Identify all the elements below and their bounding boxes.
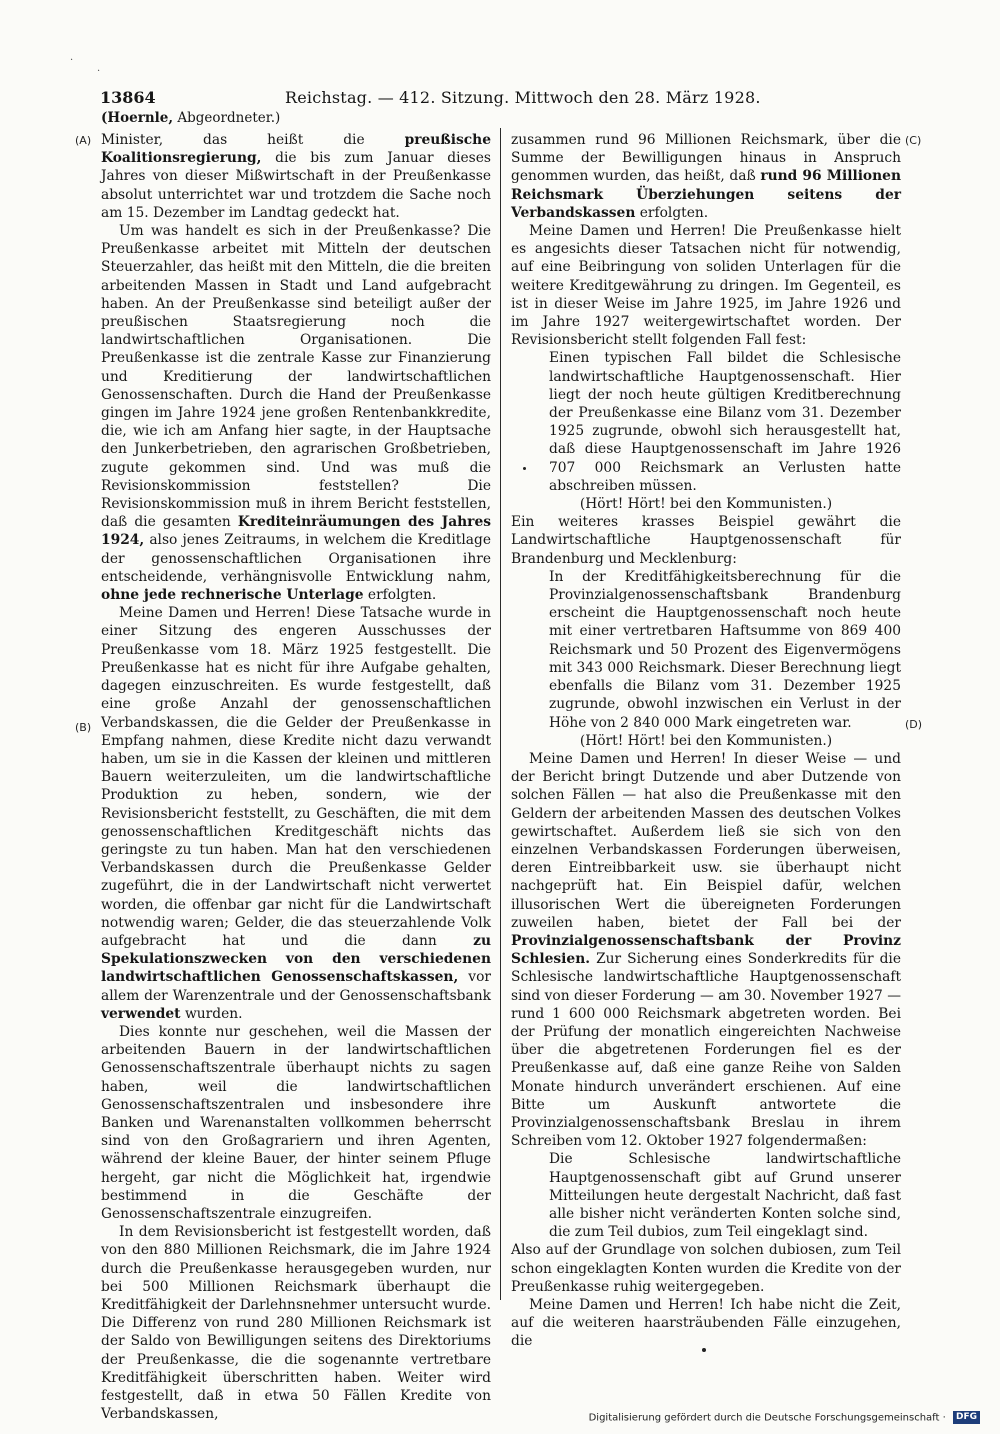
dfg-logo-icon: DFG — [953, 1411, 980, 1424]
block-quote: Die Schlesische landwirtschaftliche Hauptgenossenschaft gibt auf Grund unserer Mitteilungen heute dergestalt Nachricht, daß fast alle bisher nicht veränderten Konten solche sind, die zum Teil dubios, zum Teil eingeklagt sind. — [549, 1151, 901, 1241]
digitization-footer — [589, 1411, 980, 1425]
print-speck — [702, 1348, 706, 1352]
speaker-role: Abgeordneter.) — [177, 110, 281, 126]
paragraph: Ein weiteres krasses Beispiel gewährt die Landwirtschaftliche Hauptgenossenschaft für Brandenburg und Mecklenburg: — [511, 514, 901, 567]
margin-marker-c: (C) — [905, 134, 922, 147]
paragraph: Meine Damen und Herren! In dieser Weise — und der Bericht bringt Dutzende und aber Dutzende von solchen Fällen — hat also die Preußenkasse mit den Geldern der arbeitenden Massen des deutschen Volkes gewirtschaftet. Außerdem ließ sie sich von den einzelnen Verbandskassen Forderungen überweisen, deren Eintreibbarkeit usw. sie überhaupt nicht nachgeprüft hat. Ein Beispiel dafür, welchen illusorischen Wert die übereigneten Forderungen zuweilen haben, bietet der Fall bei der Provinzialgenossenschaftsbank der Provinz Schlesien. Zur Sicherung eines Sonderkredits für die Schlesische landwirtschaftliche Hauptgenossenschaft sind von dieser Forderung — am 30. November 1927 — rund 1 600 000 Reichsmark abgetreten worden. Bei der Prüfung der monatlich eingereichten Nachweise über die abgetretenen Forderungen fiel es der Preußenkasse auf, daß eine ganze Reihe von Salden Monate hindurch unverändert erschienen. Auf eine Bitte um Auskunft antwortete die Provinzialgenossenschaftsbank Breslau in ihrem Schreiben vom 12. Oktober 1927 folgendermaßen: — [511, 750, 901, 1150]
interjection: (Hört! Hört! bei den Kommunisten.) — [579, 732, 833, 749]
paragraph: zusammen rund 96 Millionen Reichsmark, über die Summe der Bewilligungen hinaus in Anspruch genommen wurden, das heißt, daß rund 96 Millionen Reichsmark Überziehungen seitens der Verbandskassen erfolgten. — [511, 132, 901, 221]
paragraph: In dem Revisionsbericht ist festgestellt worden, daß von den 880 Millionen Reichsmark, die im Jahre 1924 durch die Preußenkasse herausgegeben wurden, nur bei 500 Millionen Reichsmark überhaupt die Kreditfähigkeit der Darlehnsnehmer untersucht wurde. Die Differenz von rund 280 Millionen Reichsmark ist der Saldo von Bewilligungen seitens des Direktoriums der Preußenkasse, die die sogenannte vertretbare Kreditfähigkeit überschritten haben. Weiter wird festgestellt, daß in etwa 50 Fällen Kredite von Verbandskassen, — [101, 1224, 491, 1423]
scan-artifact: · — [70, 55, 74, 66]
right-column — [511, 131, 901, 1351]
column-divider — [500, 128, 501, 1300]
block-quote: Einen typischen Fall bildet die Schlesische landwirtschaftliche Hauptgenossenschaft. Hier liegt der noch heute gültigen Kreditberechnung der Preußenkasse eine Bilanz vom 31. Dezember 1925 zugrunde, obwohl sich herausgestellt hat, daß diese Hauptgenossenschaft im Jahre 1926 707 000 Reichsmark an Verlusten hatte abschreiben müssen. — [549, 350, 901, 494]
left-column — [101, 131, 491, 1423]
paragraph: Also auf der Grundlage von solchen dubiosen, zum Teil schon eingeklagten Konten wurden die Kredite von der Preußenkasse ruhig weitergegeben. — [511, 1242, 901, 1295]
paragraph: Meine Damen und Herren! Die Preußenkasse hielt es angesichts dieser Tatsachen nicht für notwendig, auf eine Beibringung von soliden Unterlagen für die weitere Kreditgewährung zu dringen. Im Gegenteil, es ist in dieser Weise im Jahre 1925, im Jahre 1926 und im Jahre 1927 weitergewirtschaftet worden. Der Revisionsbericht stellt folgenden Fall fest: — [511, 223, 901, 349]
page-number: 13864 — [100, 88, 156, 107]
paragraph: Minister, das heißt die preußische Koalitionsregierung, die bis zum Januar dieses Jahres von dieser Mißwirtschaft in der Preußenkasse absolut unterrichtet war und trotzdem die Sache noch am 15. Dezember im Landtag gedeckt hat. — [101, 132, 491, 221]
speaker-line — [101, 109, 280, 127]
margin-marker-d: (D) — [905, 718, 923, 731]
block-quote: In der Kreditfähigkeitsberechnung für die Provinzialgenossenschaftsbank Brandenburg erscheint die Hauptgenossenschaft noch heute mit einer vertretbaren Haftsumme von 869 400 Reichsmark und 50 Prozent des Eigenvermögens mit 343 000 Reichsmark. Dieser Berechnung liegt ebenfalls die Bilanz vom 31. Dezember 1925 zugrunde, obwohl inzwischen ein Verlust in der Höhe von 2 840 000 Mark eingetreten war. — [549, 568, 901, 731]
speaker-name: (Hoernle, — [101, 110, 174, 126]
footer-text: Digitalisierung gefördert durch die Deutsche Forschungsgemeinschaft · — [588, 1412, 946, 1424]
running-title: Reichstag. — 412. Sitzung. Mittwoch den 28. März 1928. — [285, 88, 761, 107]
scan-artifact: · — [97, 66, 101, 77]
interjection: (Hört! Hört! bei den Kommunisten.) — [579, 496, 833, 513]
paragraph: Meine Damen und Herren! Diese Tatsache wurde in einer Sitzung des engeren Ausschusses der Preußenkasse vom 18. März 1925 festgestellt. Die Preußenkasse hat es nicht für ihre Aufgabe gehalten, dagegen einzuschreiten. Es wurde festgestellt, daß eine große Anzahl der genossenschaftlichen Verbandskassen, die die Gelder der Preußenkasse in Empfang nahmen, diese Kredite nicht dazu verwandt haben, um sie in die Kassen der kleinen und mittleren Bauern weiterzuleiten, um die landwirtschaftliche Produktion zu heben, sondern, wie der Revisionsbericht feststellt, zu Geschäften, die mit dem genossenschaftlichen Kreditgeschäft nichts das geringste zu tun haben. Man hat den verschiedenen Verbandskassen durch die Preußenkasse Gelder zugeführt, die in der Landwirtschaft nicht verwertet worden, die offenbar gar nicht für die Landwirtschaft notwendig waren; Gelder, die das steuerzahlende Volk aufgebracht hat und die dann zu Spekulationszwecken von den verschiedenen landwirtschaftlichen Genossenschaftskassen, vor allem der Warenzentrale und der Genossenschaftsbank verwendet wurden. — [101, 605, 491, 1022]
margin-marker-b: (B) — [75, 721, 92, 734]
paragraph: Meine Damen und Herren! Ich habe nicht die Zeit, auf die weiteren haarsträubenden Fälle einzugehen, die — [511, 1297, 901, 1350]
paragraph: Dies konnte nur geschehen, weil die Massen der arbeitenden Bauern in der landwirtschaftlichen Genossenschaftszentrale überhaupt nichts zu sagen haben, weil die landwirtschaftlichen Genossenschaftszentralen und insbesondere ihre Banken und Warenanstalten vollkommen beherrscht sind von den Großagrariern und ihren Agenten, während der kleine Bauer, der hinter seinem Pfluge hergeht, gar nicht die Möglichkeit hat, irgendwie bestimmend in die Geschäfte der Genossenschaftszentrale einzugreifen. — [101, 1023, 491, 1222]
page-header — [100, 87, 910, 109]
margin-marker-a: (A) — [75, 134, 92, 147]
paragraph: Um was handelt es sich in der Preußenkasse? Die Preußenkasse arbeitet mit Mitteln der deutschen Steuerzahler, das heißt mit den Mitteln, die die breiten arbeitenden Massen in Stadt und Land aufgebracht haben. An der Preußenkasse sind beteiligt außer der preußischen Staatsregierung noch die landwirtschaftlichen Organisationen. Die Preußenkasse ist die zentrale Kasse zur Finanzierung und Kreditierung der landwirtschaftlichen Genossenschaften. Durch die Hand der Preußenkasse gingen im Jahre 1924 jene großen Rentenbankkredite, die, wie ich am Anfang hier sagte, in der Hauptsache den Junkerbetrieben, den agrarischen Großbetrieben, zugute gekommen sind. Und was muß die Revisionskommission feststellen? Die Revisionskommission muß in ihrem Bericht feststellen, daß die gesamten Krediteinräumungen des Jahres 1924, also jenes Zeitraums, in welchem die Kreditlage der genossenschaftlichen Organisationen ihre entscheidende, verhängnisvolle Entwicklung nahm, ohne jede rechnerische Unterlage erfolgten. — [101, 223, 491, 604]
print-speck — [523, 467, 526, 470]
